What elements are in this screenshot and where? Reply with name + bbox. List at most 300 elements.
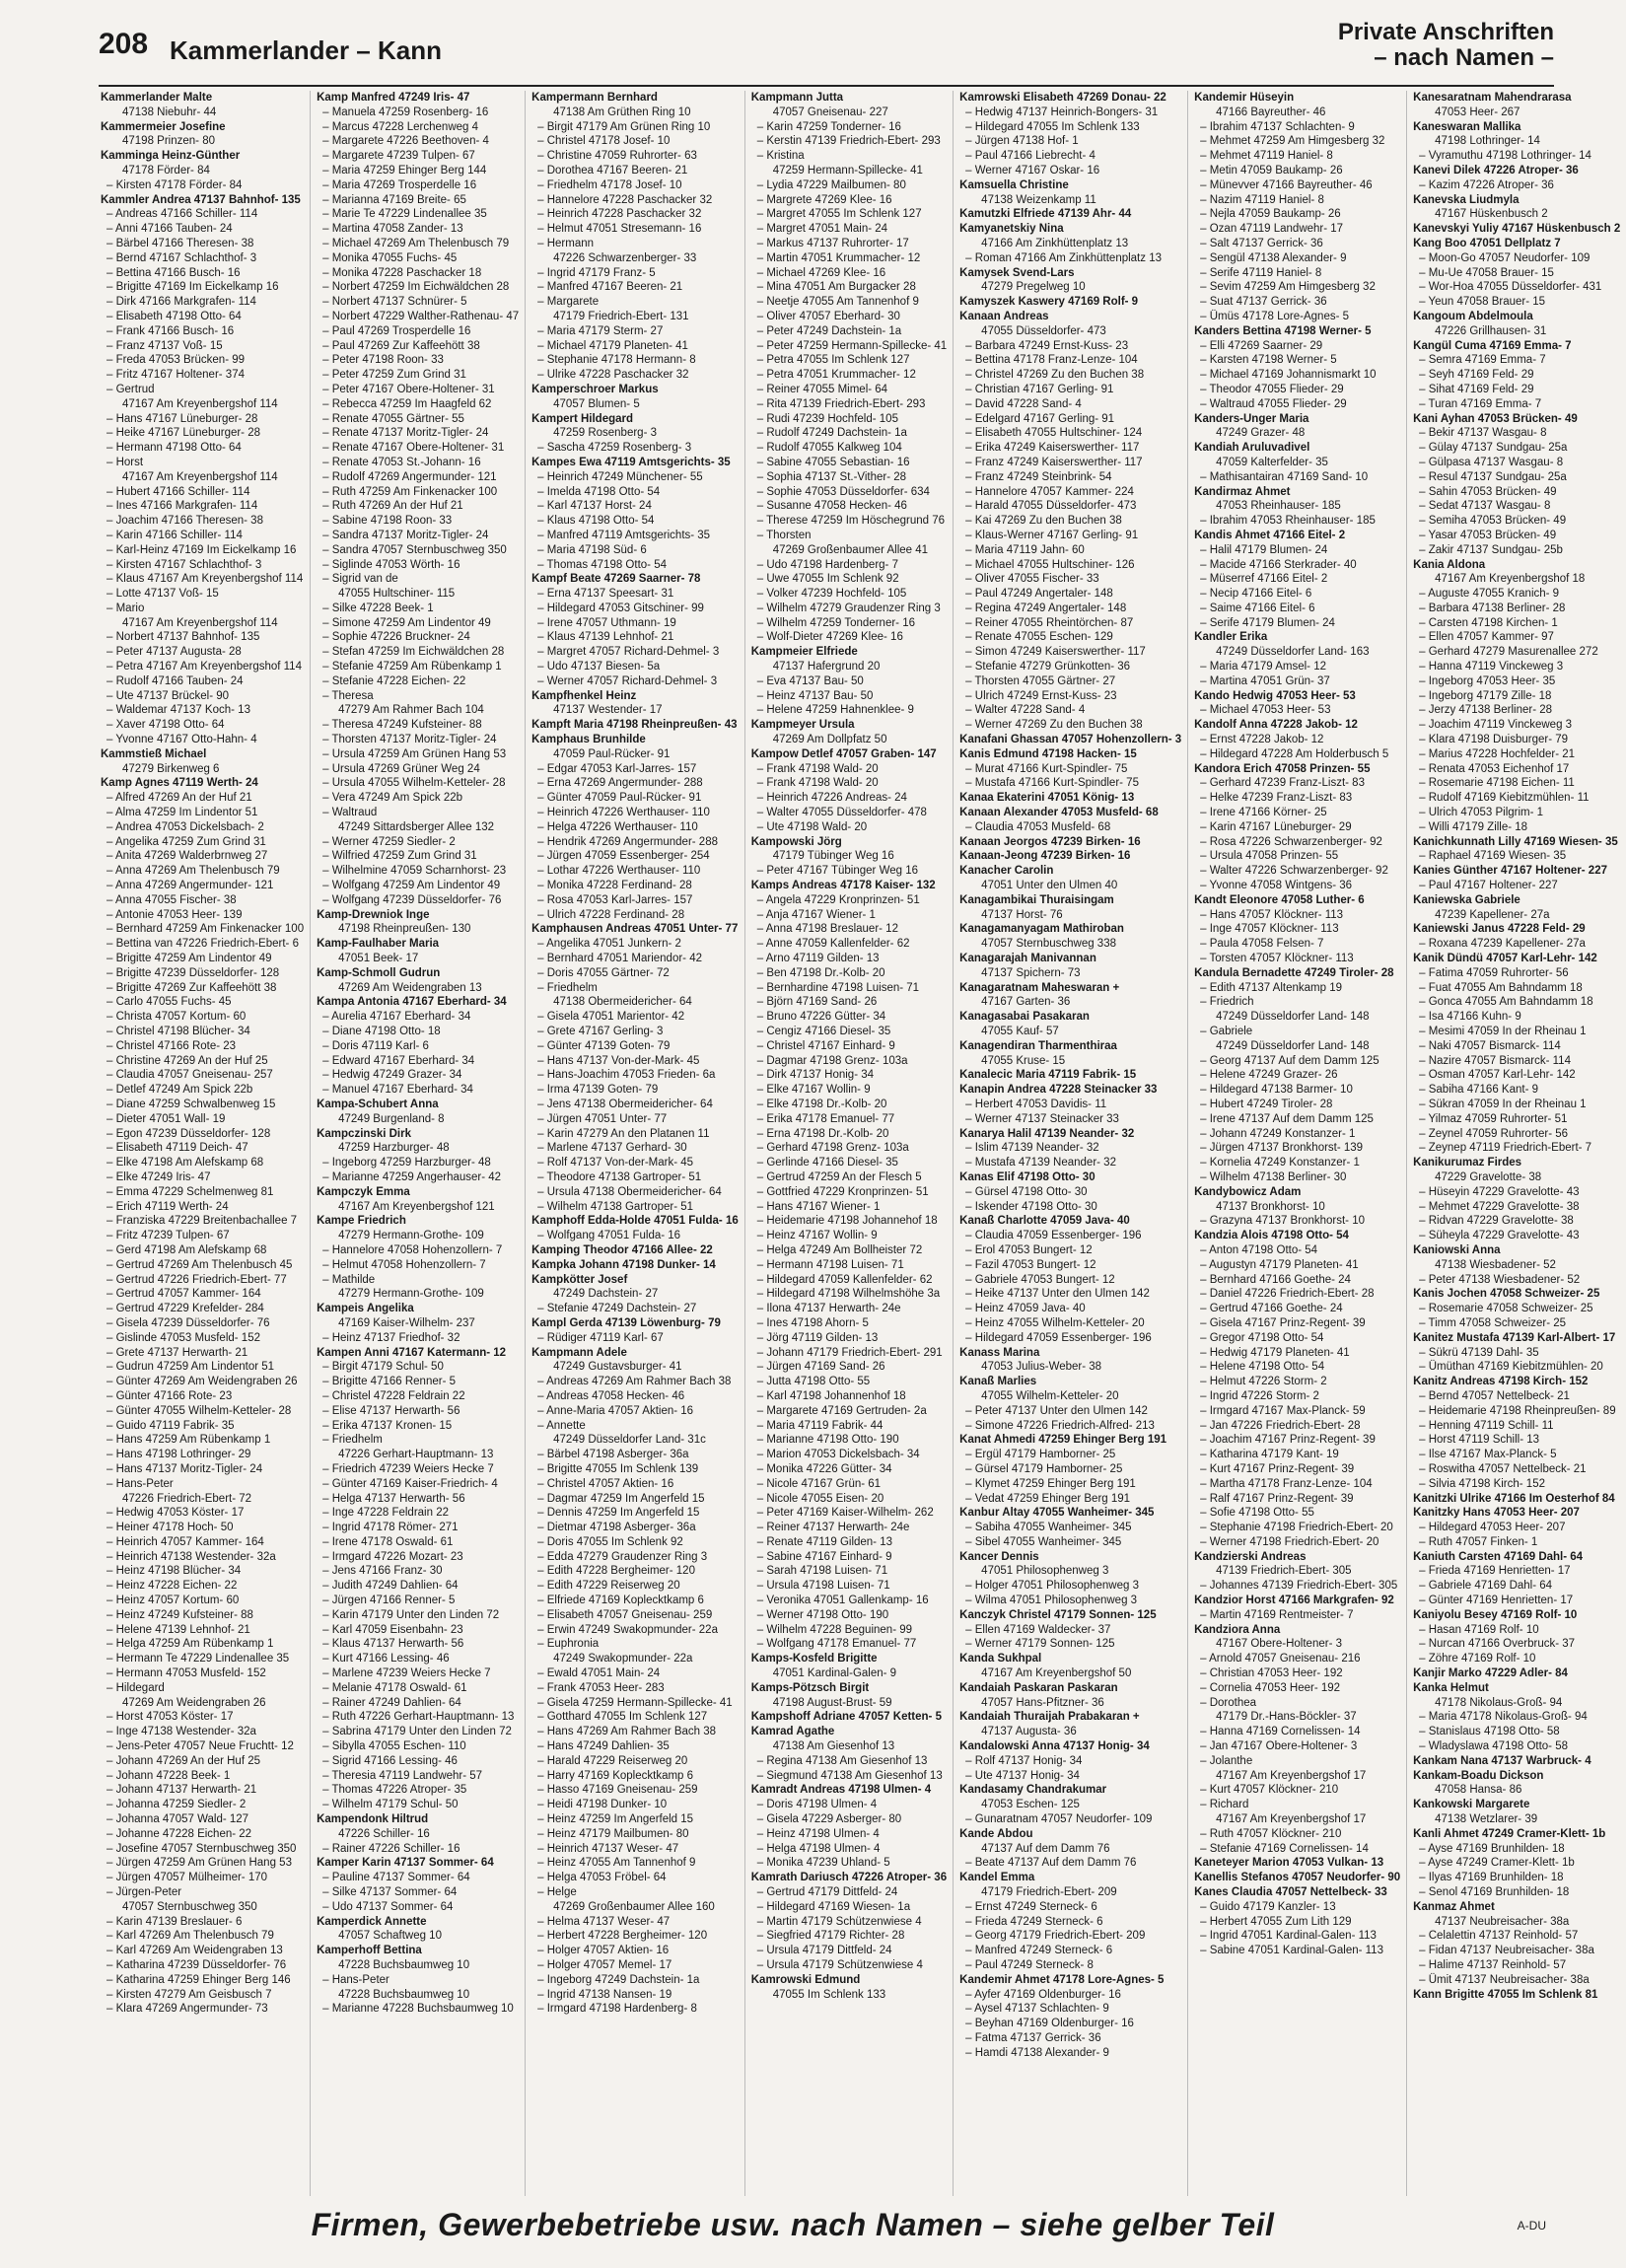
directory-entry: – Ulrich 47053 Pilgrim- 1 xyxy=(1419,807,1544,819)
directory-entry: – Johanna 47259 Siedler- 2 xyxy=(106,1799,247,1811)
surname-entry: Kaniyolu Besey 47169 Rolf- 10 xyxy=(1413,1608,1578,1621)
surname-entry: Kanaß Charlotte 47059 Java- 40 xyxy=(959,1215,1130,1228)
surname-entry: Kankam-Boadu Dickson xyxy=(1413,1769,1544,1782)
surname-entry: Kandaiah Thuraijah Prabakaran + xyxy=(959,1711,1140,1724)
directory-entry: – Hans 47057 Klöckner- 113 xyxy=(1200,908,1344,921)
directory-entry: 47137 Westender- 17 xyxy=(553,704,663,717)
directory-entry: 47138 Am Giesenhof 13 xyxy=(772,1740,895,1753)
surname-entry: Kandora Erich 47058 Prinzen- 55 xyxy=(1194,762,1371,775)
directory-entry: – Wladyslawa 47198 Otto- 58 xyxy=(1419,1740,1568,1753)
directory-entry: 47259 Hermann-Spillecke- 41 xyxy=(772,164,923,177)
directory-entry: – Helmut 47058 Hohenzollern- 7 xyxy=(322,1258,486,1271)
surname-entry: Kamrowski Elisabeth 47269 Donau- 22 xyxy=(959,92,1166,104)
directory-entry: – Erna 47269 Angermunder- 288 xyxy=(537,777,703,790)
directory-entry: – Margarete 47239 Tulpen- 67 xyxy=(322,150,475,163)
directory-entry: – Mathisantairan 47169 Sand- 10 xyxy=(1200,470,1369,483)
directory-entry: – Dagmar 47259 Im Angerfeld 15 xyxy=(537,1492,705,1505)
directory-entry: – Christel 47198 Blücher- 34 xyxy=(106,1026,250,1037)
directory-entry: – Andreas 47058 Hecken- 46 xyxy=(537,1389,685,1402)
directory-entry: – Friedhelm 47178 Josef- 10 xyxy=(537,178,682,191)
directory-entry: – Edgar 47053 Karl-Jarres- 157 xyxy=(537,762,697,775)
directory-entry: – Guido 47179 Kanzler- 13 xyxy=(1200,1900,1336,1913)
directory-entry: – Erika 47249 Kaiserswerther- 117 xyxy=(965,442,1140,455)
directory-entry: – Gerhard 47239 Franz-Liszt- 83 xyxy=(1200,777,1365,790)
surname-entry: Kampmeier Elfriede xyxy=(750,646,858,659)
directory-entry: – Maria 47119 Jahn- 60 xyxy=(965,543,1085,556)
surname-entry: Kaneswaran Mallika xyxy=(1413,120,1521,133)
directory-entry: – Erna 47198 Dr.-Kolb- 20 xyxy=(756,1127,889,1140)
surname-entry: Kammermeier Josefine xyxy=(101,120,226,133)
directory-entry: – Susanne 47058 Hecken- 46 xyxy=(756,500,907,513)
directory-entry: – Kornelia 47249 Konstanzer- 1 xyxy=(1200,1157,1360,1169)
directory-entry: – Rosa 47226 Schwarzenberger- 92 xyxy=(1200,835,1382,848)
surname-entry: Kande Abdou xyxy=(959,1827,1033,1840)
directory-entry: – Gabriele 47169 Dahl- 64 xyxy=(1419,1580,1553,1593)
directory-entry: – Peter 47167 Tübinger Weg 16 xyxy=(756,865,918,878)
directory-entry: 47259 Rosenberg- 3 xyxy=(553,427,657,440)
directory-entry: – Neetje 47055 Am Tannenhof 9 xyxy=(756,296,919,309)
surname-entry: Kamper Karin 47137 Sommer- 64 xyxy=(317,1857,494,1870)
page-footer xyxy=(0,2207,1586,2243)
directory-entry: – Heinrich 47057 Kammer- 164 xyxy=(106,1535,264,1548)
directory-entry: – Sedat 47137 Wasgau- 8 xyxy=(1419,500,1551,513)
directory-entry: – Heinz 47167 Wollin- 9 xyxy=(756,1230,878,1242)
directory-entry: – Wilhelm 47259 Tonderner- 16 xyxy=(756,616,915,629)
directory-entry: – Silke 47137 Sommer- 64 xyxy=(322,1886,458,1899)
directory-entry: – Heidemarie 47198 Johannehof 18 xyxy=(756,1215,938,1228)
directory-column xyxy=(745,91,954,2196)
directory-entry: – Rolf 47137 Honig- 34 xyxy=(965,1754,1083,1767)
surname-entry: Kaniewski Janus 47228 Feld- 29 xyxy=(1413,923,1586,936)
directory-entry: – Aurelia 47167 Eberhard- 34 xyxy=(322,1011,471,1024)
surname-entry: Kanarya Halil 47139 Neander- 32 xyxy=(959,1127,1135,1140)
directory-entry: – Bettina van 47226 Friedrich-Ebert- 6 xyxy=(106,938,299,951)
directory-entry: – Angelika 47051 Junkern- 2 xyxy=(537,938,681,951)
directory-entry: – Joachim 47119 Vinckeweg 3 xyxy=(1419,719,1573,732)
directory-entry: – Joachim 47166 Theresen- 38 xyxy=(106,515,263,528)
directory-entry: – Theresa 47249 Kufsteiner- 88 xyxy=(322,719,482,732)
directory-entry: 47226 Friedrich-Ebert- 72 xyxy=(122,1492,252,1505)
directory-entry: – Ozan 47119 Landwehr- 17 xyxy=(1200,223,1344,236)
directory-entry: 47198 August-Brust- 59 xyxy=(772,1696,892,1709)
directory-entry: – Renate 47119 Gilden- 13 xyxy=(756,1535,892,1548)
directory-entry: – Ingeborg 47053 Heer- 35 xyxy=(1419,674,1556,687)
directory-entry: – Irmgard 47226 Mozart- 23 xyxy=(322,1550,463,1563)
directory-entry: – Carsten 47198 Kirchen- 1 xyxy=(1419,616,1558,629)
directory-entry: – Margret 47057 Richard-Dehmel- 3 xyxy=(537,646,720,659)
directory-entry: – Werner 47269 Zu den Buchen 38 xyxy=(965,719,1143,732)
directory-entry: – Ruth 47269 An der Huf 21 xyxy=(322,500,463,513)
surname-entry: Kamp-Faulhaber Maria xyxy=(317,938,440,951)
directory-entry: 47138 Niebuhr- 44 xyxy=(122,106,217,118)
surname-entry: Kandemir Ahmet 47178 Lore-Agnes- 5 xyxy=(959,1973,1165,1986)
surname-entry: Kandt Eleonore 47058 Luther- 6 xyxy=(1194,893,1365,906)
directory-entry: 47138 Weizenkamp 11 xyxy=(981,193,1096,206)
directory-entry: – Brigitte 47259 Am Lindentor 49 xyxy=(106,953,272,965)
directory-entry: – Hildegard 47228 Am Holderbusch 5 xyxy=(1200,747,1389,760)
directory-entry: – Werner 47198 Otto- 190 xyxy=(756,1608,889,1621)
directory-entry: – Anna 47055 Fischer- 38 xyxy=(106,893,237,906)
surname-entry: Kandybowicz Adam xyxy=(1194,1185,1302,1198)
directory-entry: – Dirk 47137 Honig- 34 xyxy=(756,1069,875,1082)
directory-entry: – Norbert 47259 Im Eichwäldchen 28 xyxy=(322,281,510,294)
directory-entry: – Ellen 47169 Waldecker- 37 xyxy=(965,1623,1111,1636)
directory-entry: 47226 Schwarzenberger- 33 xyxy=(553,251,697,264)
directory-entry: 47137 Hafergrund 20 xyxy=(772,661,881,673)
directory-entry: – Elisabeth 47057 Gneisenau- 259 xyxy=(537,1608,713,1621)
surname-entry: Kandaiah Paskaran Paskaran xyxy=(959,1681,1118,1694)
surname-entry: Kanevi Dilek 47226 Atroper- 36 xyxy=(1413,164,1579,177)
surname-entry: Kampfhenkel Heinz xyxy=(531,689,637,702)
directory-entry: – Mehmet 47259 Am Himgesberg 32 xyxy=(1200,135,1385,148)
surname-entry: Kampe Friedrich xyxy=(317,1215,406,1228)
directory-entry: – Heinz 47137 Bau- 50 xyxy=(756,689,874,702)
directory-entry: – Hildegard xyxy=(106,1681,165,1694)
directory-entry: – Michael 47179 Planeten- 41 xyxy=(537,339,688,352)
directory-entry: – Barbara 47138 Berliner- 28 xyxy=(1419,602,1566,614)
surname-entry: Kandziora Anna xyxy=(1194,1623,1281,1636)
directory-entry: – Nicole 47167 Grün- 61 xyxy=(756,1477,882,1490)
directory-entry: – Kristina xyxy=(756,150,805,163)
directory-entry: – Hans-Peter xyxy=(106,1477,174,1490)
surname-entry: Kanagarajah Manivannan xyxy=(959,953,1096,965)
directory-entry: 47138 Wiesbadener- 52 xyxy=(1435,1258,1556,1271)
directory-entry: – Anton 47198 Otto- 54 xyxy=(1200,1243,1318,1256)
directory-entry: – Maria 47178 Nikolaus-Groß- 94 xyxy=(1419,1711,1588,1724)
directory-entry: – Wilfried 47259 Zum Grind 31 xyxy=(322,850,477,863)
directory-entry: – Horst 47119 Schill- 13 xyxy=(1419,1434,1540,1447)
directory-entry: – Heike 47167 Lüneburger- 28 xyxy=(106,427,261,440)
directory-entry: – Hildegard 47169 Wiesen- 1a xyxy=(756,1900,911,1913)
directory-entry: – Ingeborg 47179 Zille- 18 xyxy=(1419,689,1552,702)
directory-entry: – Hans 47249 Dahlien- 35 xyxy=(537,1740,670,1753)
directory-entry: – Kurt 47057 Klöckner- 210 xyxy=(1200,1784,1339,1797)
directory-entry: – Frieda 47249 Sterneck- 6 xyxy=(965,1915,1103,1928)
directory-entry: – Kai 47269 Zu den Buchen 38 xyxy=(965,515,1122,528)
surname-entry: Kamphaus Brunhilde xyxy=(531,734,646,746)
directory-entry: – Jerzy 47138 Berliner- 28 xyxy=(1419,704,1553,717)
directory-entry: – Melanie 47178 Oswald- 61 xyxy=(322,1681,467,1694)
directory-entry: – Grete 47137 Herwarth- 21 xyxy=(106,1346,248,1359)
directory-entry: – Klaus 47198 Otto- 54 xyxy=(537,515,655,528)
directory-entry: – Gerhard 47279 Masurenallee 272 xyxy=(1419,646,1598,659)
directory-entry: – Suat 47137 Gerrick- 36 xyxy=(1200,296,1327,309)
directory-entry: – Carlo 47055 Fuchs- 45 xyxy=(106,996,232,1009)
surname-entry: Kanitz Andreas 47198 Kirch- 152 xyxy=(1413,1376,1589,1388)
directory-entry: – Heinrich 47228 Paschacker 32 xyxy=(537,208,702,221)
directory-entry: – Margrete 47269 Klee- 16 xyxy=(756,193,892,206)
directory-entry: – Hubert 47166 Schiller- 114 xyxy=(106,485,250,498)
surname-entry: Kamyanetskiy Nina xyxy=(959,223,1064,236)
directory-entry: 47198 Rheinpreußen- 130 xyxy=(338,923,471,936)
directory-entry: – Hanna 47119 Vinckeweg 3 xyxy=(1419,661,1564,673)
directory-entry: – Zakir 47137 Sundgau- 25b xyxy=(1419,543,1563,556)
directory-entry: – Gislinde 47053 Musfeld- 152 xyxy=(106,1331,260,1344)
directory-entry: – Eva 47137 Bau- 50 xyxy=(756,674,864,687)
surname-entry: Kann Brigitte 47055 Im Schlenk 81 xyxy=(1413,1988,1598,2001)
directory-entry: – Alma 47259 Im Lindentor 51 xyxy=(106,807,258,819)
directory-entry: – Veronika 47051 Gallenkamp- 16 xyxy=(756,1595,929,1607)
surname-entry: Kanevska Liudmyla xyxy=(1413,193,1520,206)
directory-entry: – Rüdiger 47119 Karl- 67 xyxy=(537,1331,664,1344)
directory-entry: – Ingrid 47179 Franz- 5 xyxy=(537,266,656,279)
directory-entry: – Rosa 47053 Karl-Jarres- 157 xyxy=(537,893,693,906)
directory-entry: – Klaus-Werner 47167 Gerling- 91 xyxy=(965,529,1139,541)
directory-entry: 47057 Blumen- 5 xyxy=(553,397,640,410)
directory-entry: – Christel 47228 Feldrain 22 xyxy=(322,1389,465,1402)
directory-entry: – Jan 47167 Obere-Holtener- 3 xyxy=(1200,1740,1358,1753)
directory-entry: – Bettina 47166 Busch- 16 xyxy=(106,266,241,279)
directory-entry: – Antonie 47053 Heer- 139 xyxy=(106,908,243,921)
surname-entry: Kamps Andreas 47178 Kaiser- 132 xyxy=(750,880,936,892)
surname-entry: Kampendonk Hiltrud xyxy=(317,1813,429,1826)
directory-entry: – Rebecca 47259 Im Haagfeld 62 xyxy=(322,397,492,410)
directory-entry: – Serife 47119 Haniel- 8 xyxy=(1200,266,1322,279)
surname-entry: Kanas Elif 47198 Otto- 30 xyxy=(959,1170,1096,1183)
directory-entry: 47138 Obermeidericher- 64 xyxy=(553,996,692,1009)
directory-entry: – Werner 47179 Sonnen- 125 xyxy=(965,1638,1115,1651)
directory-entry: – Gisela 47051 Marientor- 42 xyxy=(537,1011,685,1024)
directory-entry: – Egon 47239 Düsseldorfer- 128 xyxy=(106,1127,271,1140)
directory-entry: – Monika 47228 Ferdinand- 28 xyxy=(537,880,692,892)
directory-entry: – Mehmet 47229 Gravelotte- 38 xyxy=(1419,1200,1580,1213)
surname-entry: Kanaan-Jeong 47239 Birken- 16 xyxy=(959,850,1131,863)
directory-entry: – Günter 47139 Goten- 79 xyxy=(537,1039,671,1052)
directory-entry: – Diane 47198 Otto- 18 xyxy=(322,1026,441,1037)
directory-entry: – Judith 47249 Dahlien- 64 xyxy=(322,1580,459,1593)
surname-entry: Kanders Bettina 47198 Werner- 5 xyxy=(1194,324,1372,337)
directory-entry: – Heinrich 47249 Münchener- 55 xyxy=(537,470,703,483)
directory-entry: 47249 Grazer- 48 xyxy=(1216,427,1306,440)
directory-entry: – Michael 47055 Hultschiner- 126 xyxy=(965,558,1135,571)
surname-entry: Kamysek Svend-Lars xyxy=(959,266,1075,279)
directory-entry: – Hannelore 47228 Paschacker 32 xyxy=(537,193,713,206)
directory-entry: – Wolfgang 47051 Fulda- 16 xyxy=(537,1230,681,1242)
directory-entry: – Franz 47249 Kaiserswerther- 117 xyxy=(965,456,1143,468)
directory-entry: 47249 Burgenland- 8 xyxy=(338,1112,445,1125)
directory-entry: – Sabine 47198 Roon- 33 xyxy=(322,515,453,528)
directory-entry: – Kazim 47226 Atroper- 36 xyxy=(1419,178,1554,191)
directory-entry: – Semra 47169 Emma- 7 xyxy=(1419,354,1546,367)
directory-entry: – Dorothea 47167 Beeren- 21 xyxy=(537,164,688,177)
surname-entry: Kandolf Anna 47228 Jakob- 12 xyxy=(1194,719,1358,732)
directory-entry: – Heinz 47055 Am Tannenhof 9 xyxy=(537,1857,696,1870)
footer-note: Firmen, Gewerbebetriebe usw. nach Namen – siehe gelber Teil xyxy=(311,2207,1275,2242)
directory-entry: – Karin 47166 Schiller- 114 xyxy=(106,529,243,541)
directory-entry: – Richard xyxy=(1200,1799,1249,1811)
directory-entry: – Ümit 47137 Neubreisacher- 38a xyxy=(1419,1973,1590,1986)
directory-entry: – Gerd 47198 Am Alefskamp 68 xyxy=(106,1243,267,1256)
directory-entry: – Jürgen 47166 Renner- 5 xyxy=(322,1595,456,1607)
directory-entry: 47179 Tübinger Weg 16 xyxy=(772,850,894,863)
directory-entry: – Ewald 47051 Main- 24 xyxy=(537,1667,661,1680)
directory-entry: – Elisabeth 47198 Otto- 64 xyxy=(106,310,242,322)
surname-entry: Kanczyk Christel 47179 Sonnen- 125 xyxy=(959,1608,1157,1621)
directory-entry: – Ruth 47057 Klöckner- 210 xyxy=(1200,1827,1342,1840)
directory-entry: – Gunaratnam 47057 Neudorfer- 109 xyxy=(965,1813,1153,1826)
directory-entry: – Guido 47119 Fabrik- 35 xyxy=(106,1419,235,1432)
directory-entry: 47279 Pregelweg 10 xyxy=(981,281,1086,294)
directory-entry: – Manfred 47167 Beeren- 21 xyxy=(537,281,683,294)
directory-entry: – Frieda 47169 Henrietten- 17 xyxy=(1419,1565,1571,1578)
directory-entry: – Karin 47179 Unter den Linden 72 xyxy=(322,1608,500,1621)
directory-entry: – Jan 47226 Friedrich-Ebert- 28 xyxy=(1200,1419,1361,1432)
directory-entry: – Reiner 47055 Mimel- 64 xyxy=(756,383,888,395)
directory-entry: – Anni 47166 Tauben- 24 xyxy=(106,223,233,236)
directory-entry: – Fuat 47055 Am Bahndamm 18 xyxy=(1419,981,1583,994)
directory-entry: – Harry 47169 Koplecktkamp 6 xyxy=(537,1769,694,1782)
directory-entry: – Rudolf 47269 Angermunder- 121 xyxy=(322,470,497,483)
directory-entry: – Hermann 47198 Otto- 64 xyxy=(106,442,242,455)
directory-entry: – Rudolf 47249 Dachstein- 1a xyxy=(756,427,907,440)
directory-entry: – Stephanie 47198 Friedrich-Ebert- 20 xyxy=(1200,1522,1393,1534)
directory-entry: – Thomas 47198 Otto- 54 xyxy=(537,558,667,571)
directory-entry: – Fidan 47137 Neubreisacher- 38a xyxy=(1419,1945,1594,1957)
directory-entry: 47053 Eschen- 125 xyxy=(981,1799,1080,1811)
directory-entry: – Sarah 47198 Luisen- 71 xyxy=(756,1565,888,1578)
directory-entry: – Zeynep 47119 Friedrich-Ebert- 7 xyxy=(1419,1142,1592,1155)
surname-entry: Kanka Helmut xyxy=(1413,1681,1489,1694)
directory-entry: – Brigitte 47169 Im Eickelkamp 16 xyxy=(106,281,279,294)
directory-entry: – Timm 47058 Schweizer- 25 xyxy=(1419,1316,1567,1329)
directory-entry: – Roxana 47239 Kapellener- 27a xyxy=(1419,938,1586,951)
surname-entry: Kandasamy Chandrakumar xyxy=(959,1784,1107,1797)
directory-entry: – Sahin 47053 Brücken- 49 xyxy=(1419,485,1557,498)
directory-entry: – Sascha 47259 Rosenberg- 3 xyxy=(537,442,692,455)
directory-entry: – Walter 47055 Düsseldorfer- 478 xyxy=(756,807,927,819)
directory-entry: – Gürsel 47179 Hamborner- 25 xyxy=(965,1462,1123,1475)
directory-entry: – Siegfried 47179 Richter- 28 xyxy=(756,1930,905,1943)
directory-entry: – Hannelore 47057 Kammer- 224 xyxy=(965,485,1134,498)
directory-entry: – Beyhan 47169 Oldenburger- 16 xyxy=(965,2018,1134,2030)
directory-entry: – Hamdi 47138 Alexander- 9 xyxy=(965,2046,1109,2059)
directory-entry: – Gisela 47167 Prinz-Regent- 39 xyxy=(1200,1316,1366,1329)
directory-entry: – Anna 47269 Angermunder- 121 xyxy=(106,880,274,892)
directory-entry: 47137 Neubreisacher- 38a xyxy=(1435,1915,1570,1928)
directory-entry: – Gerlinde 47166 Diesel- 35 xyxy=(756,1157,898,1169)
directory-entry: – Helga 47198 Ulmen- 4 xyxy=(756,1842,881,1855)
directory-entry: – Maria 47179 Sterm- 27 xyxy=(537,324,664,337)
surname-entry: Kamutzki Elfriede 47139 Ahr- 44 xyxy=(959,208,1132,221)
directory-entry: – Heinrich 47137 Weser- 47 xyxy=(537,1842,679,1855)
directory-entry: – Johann 47179 Friedrich-Ebert- 291 xyxy=(756,1346,943,1359)
directory-entry: – Manfred 47119 Amtsgerichts- 35 xyxy=(537,529,711,541)
directory-entry: – Peter 47249 Dachstein- 1a xyxy=(756,324,902,337)
directory-entry: – Johannes 47139 Friedrich-Ebert- 305 xyxy=(1200,1580,1398,1593)
directory-entry: – Hedwig 47053 Köster- 17 xyxy=(106,1507,245,1520)
directory-entry: – Erol 47053 Bungert- 12 xyxy=(965,1243,1093,1256)
directory-entry: – Henning 47119 Schill- 11 xyxy=(1419,1419,1554,1432)
surname-entry: Kamp Manfred 47249 Iris- 47 xyxy=(317,92,470,104)
surname-entry: Kandzior Horst 47166 Markgrafen- 92 xyxy=(1194,1595,1394,1607)
directory-entry: – Sabine 47167 Einhard- 9 xyxy=(756,1550,892,1563)
directory-entry: – Simon 47249 Kaiserswerther- 117 xyxy=(965,646,1146,659)
directory-entry: – Barbara 47249 Ernst-Kuss- 23 xyxy=(965,339,1129,352)
directory-entry: – Manfred 47249 Sterneck- 6 xyxy=(965,1945,1113,1957)
directory-entry: 47167 Am Kreyenbergshof 121 xyxy=(338,1200,495,1213)
directory-entry: – Doris 47055 Im Schlenk 92 xyxy=(537,1535,683,1548)
directory-entry: – Paul 47166 Liebrecht- 4 xyxy=(965,150,1096,163)
directory-entry: – Karin 47279 An den Platanen 11 xyxy=(537,1127,710,1140)
directory-entry: – Ursula 47179 Schützenwiese 4 xyxy=(756,1959,923,1971)
directory-entry: – Reiner 47055 Rheintörchen- 87 xyxy=(965,616,1134,629)
directory-entry: – Gregor 47198 Otto- 54 xyxy=(1200,1331,1324,1344)
directory-entry: – Salt 47137 Gerrick- 36 xyxy=(1200,237,1323,249)
directory-entry: – Uwe 47055 Im Schlenk 92 xyxy=(756,573,899,586)
directory-entry: – Simone 47259 Am Lindentor 49 xyxy=(322,616,491,629)
directory-entry: – Kirsten 47178 Förder- 84 xyxy=(106,178,243,191)
directory-entry: – Jürgen 47051 Unter- 77 xyxy=(537,1112,668,1125)
directory-entry: – Hendrik 47269 Angermunder- 288 xyxy=(537,835,718,848)
directory-entry: – Heike 47137 Unter den Ulmen 142 xyxy=(965,1288,1150,1301)
directory-entry: – Marie Te 47229 Lindenallee 35 xyxy=(322,208,487,221)
directory-entry: – Lotte 47137 Voß- 15 xyxy=(106,588,219,601)
directory-entry: 47051 Philosophenweg 3 xyxy=(981,1565,1109,1578)
directory-entry: – Irene 47166 Körner- 25 xyxy=(1200,807,1327,819)
directory-entry: – Jutta 47198 Otto- 55 xyxy=(756,1376,871,1388)
directory-entry: – Karl 47059 Eisenbahn- 23 xyxy=(322,1623,463,1636)
directory-column xyxy=(1407,91,1626,2196)
directory-entry: – Emma 47229 Schelmenweg 81 xyxy=(106,1185,274,1198)
directory-entry: 47249 Düsseldorfer Land- 148 xyxy=(1216,1011,1370,1024)
directory-entry: – Heinz 47228 Eichen- 22 xyxy=(106,1580,238,1593)
directory-entry: – Oliver 47055 Fischer- 33 xyxy=(965,573,1099,586)
directory-entry: – Doris 47055 Gärtner- 72 xyxy=(537,966,670,979)
directory-entry: 47137 Auf dem Damm 76 xyxy=(981,1842,1110,1855)
directory-entry: – Renate 47055 Eschen- 129 xyxy=(965,631,1113,644)
directory-entry: 47167 Am Kreyenbergshof 50 xyxy=(981,1667,1132,1680)
directory-entry: – Wilhelm 47138 Gartroper- 51 xyxy=(537,1200,694,1213)
directory-entry: – Hildegard 47198 Wilhelmshöhe 3a xyxy=(756,1288,941,1301)
directory-entry: 47139 Friedrich-Ebert- 305 xyxy=(1216,1565,1352,1578)
directory-entry: – Ilyas 47169 Brunhilden- 18 xyxy=(1419,1872,1564,1884)
directory-entry: – Theodore 47138 Gartroper- 51 xyxy=(537,1170,702,1183)
directory-entry: 47259 Harzburger- 48 xyxy=(338,1142,450,1155)
directory-entry: – Günter 47059 Paul-Rücker- 91 xyxy=(537,792,702,805)
directory-entry: – Martina 47058 Zander- 13 xyxy=(322,223,463,236)
directory-entry: – Hans 47269 Am Rahmer Bach 38 xyxy=(537,1726,717,1738)
directory-entry: – Yvonne 47058 Wintgens- 36 xyxy=(1200,880,1353,892)
directory-entry: – Margarete 47226 Beethoven- 4 xyxy=(322,135,489,148)
directory-entry: – Martin 47051 Krummacher- 12 xyxy=(756,251,921,264)
directory-entry: – Martina 47051 Grün- 37 xyxy=(1200,674,1330,687)
directory-entry: – Hildegard 47053 Gitschiner- 99 xyxy=(537,602,704,614)
directory-entry: – Wolfgang 47259 Am Lindentor 49 xyxy=(322,880,501,892)
directory-entry: – Katharina 47239 Düsseldorfer- 76 xyxy=(106,1959,287,1971)
directory-entry: – Werner 47259 Siedler- 2 xyxy=(322,835,456,848)
directory-entry: – Ruth 47259 Am Finkenacker 100 xyxy=(322,485,498,498)
footer-code: A-DU xyxy=(1517,2219,1546,2233)
directory-entry: – Gudrun 47259 Am Lindentor 51 xyxy=(106,1361,275,1374)
directory-entry: – Holger 47057 Memel- 17 xyxy=(537,1959,672,1971)
directory-entry: – Brigitte 47055 Im Schlenk 139 xyxy=(537,1462,699,1475)
directory-entry: – Ayse 47249 Cramer-Klett- 1b xyxy=(1419,1857,1575,1870)
directory-entry: – Ursula 47269 Grüner Weg 24 xyxy=(322,762,480,775)
directory-entry: – Nicole 47055 Eisen- 20 xyxy=(756,1492,884,1505)
directory-entry: – Joachim 47167 Prinz-Regent- 39 xyxy=(1200,1434,1376,1447)
directory-entry: – Anna 47198 Breslauer- 12 xyxy=(756,923,898,936)
directory-entry: – Jürgen 47057 Mülheimer- 170 xyxy=(106,1872,268,1884)
directory-entry: – Hannelore 47058 Hohenzollern- 7 xyxy=(322,1243,503,1256)
directory-entry: – Irmgard 47198 Hardenberg- 8 xyxy=(537,2003,697,2016)
directory-entry: 47249 Swakopmunder- 22a xyxy=(553,1653,693,1666)
directory-entry: – Irmgard 47167 Max-Planck- 59 xyxy=(1200,1404,1366,1417)
surname-entry: Kanaa Ekaterini 47051 König- 13 xyxy=(959,792,1135,805)
directory-entry: – Süheyla 47229 Gravelotte- 43 xyxy=(1419,1230,1580,1242)
directory-entry: – Peter 47167 Obere-Holtener- 31 xyxy=(322,383,495,395)
directory-entry: – Rosemarie 47058 Schweizer- 25 xyxy=(1419,1303,1593,1315)
directory-entry: – Edward 47167 Eberhard- 34 xyxy=(322,1054,475,1067)
